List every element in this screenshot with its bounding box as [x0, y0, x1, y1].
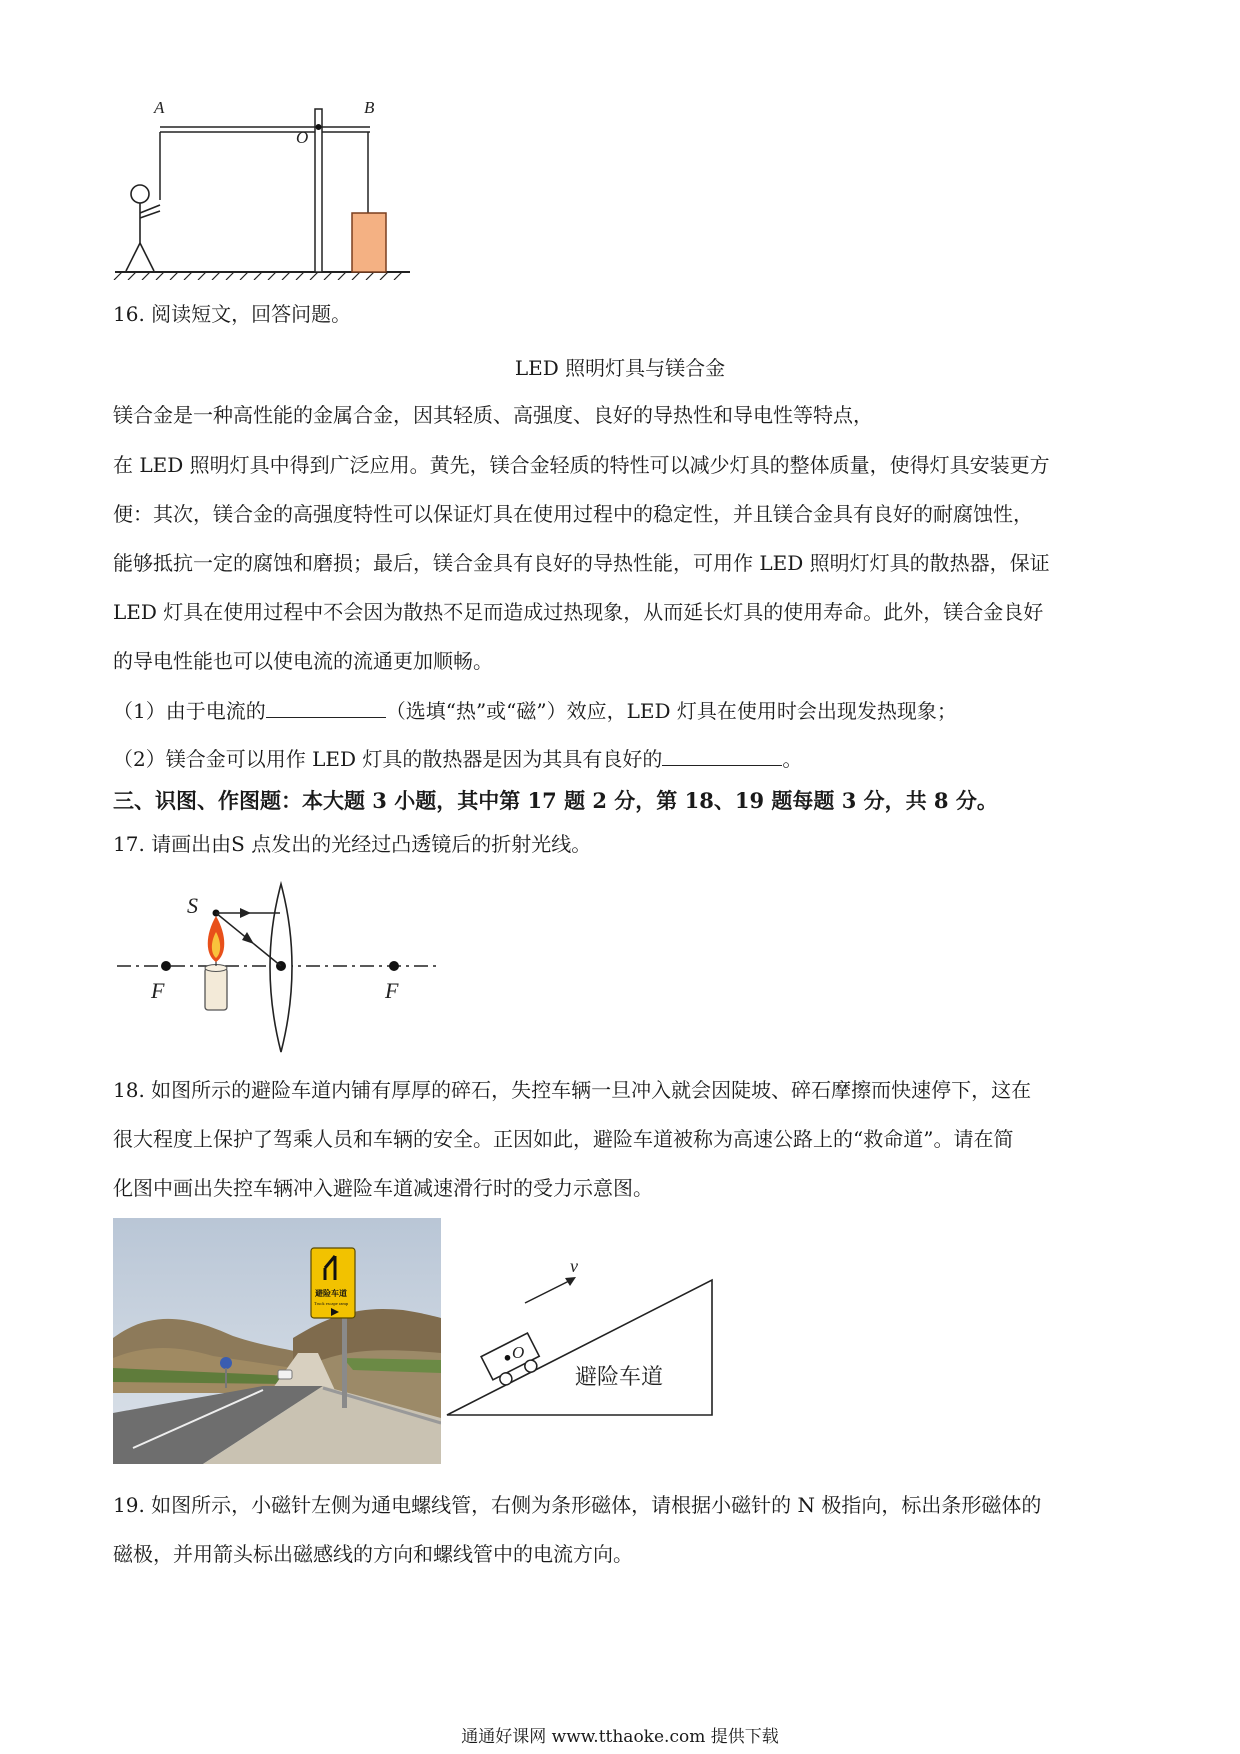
ramp-label: 避险车道: [575, 1365, 664, 1390]
q17-text: 17. 请画出由S 点发出的光经过凸透镜后的折射光线。: [113, 832, 592, 856]
q16-sub2-prefix: （2）镁合金可以用作 LED 灯具的散热器是因为其具有良好的: [113, 747, 663, 771]
q18-line-1: 18. 如图所示的避险车道内铺有厚厚的碎石，失控车辆一旦冲入就会因陡坡、碎石摩擦而快速停下，这在: [113, 1078, 1032, 1102]
escape-ramp-photo: [113, 1218, 441, 1464]
lens-figure: [113, 880, 443, 1060]
label-o: O: [296, 128, 309, 147]
q16-line-3: 便：其次，镁合金的高强度特性可以保证灯具在使用过程中的稳定性，并且镁合金具有良好的耐腐蚀性，: [113, 502, 1033, 526]
label-f-left: F: [151, 978, 165, 1003]
q16-line-5: LED 灯具在使用过程中不会因为散热不足而造成过热现象，从而延长灯具的使用寿命。此外，镁合金良好: [113, 600, 1044, 624]
q16-sub2-suffix: 。: [782, 747, 803, 771]
q18-line-2: 很大程度上保护了驾乘人员和车辆的安全。正因如此，避险车道被称为高速公路上的“救命道”。请在简: [113, 1127, 1014, 1151]
pivot-point: [316, 124, 322, 130]
sign-text: 避险车道: [315, 1289, 347, 1298]
label-o-cart: O: [512, 1343, 525, 1362]
label-a: A: [154, 98, 165, 117]
page-footer: 通通好课网 www.tthaoke.com 提供下载: [461, 1727, 779, 1747]
velocity-arrow: [525, 1279, 573, 1303]
lever-figure: [110, 95, 420, 280]
q19-line-1: 19. 如图所示，小磁针左侧为通电螺线管，右侧为条形磁体，请根据小磁针的 N 极指向，标出条形磁体的: [113, 1493, 1042, 1517]
label-s: S: [187, 893, 198, 918]
q16-heading: 16. 阅读短文，回答问题。: [113, 302, 352, 326]
focal-point-left: [161, 961, 171, 971]
escape-ramp-sign: [311, 1248, 355, 1318]
q19-line-2: 磁极，并用箭头标出磁感线的方向和螺线管中的电流方向。: [113, 1542, 633, 1566]
section-3-heading: 三、识图、作图题：本大题 3 小题，其中第 17 题 2 分，第 18、19 题每题 3 分，共 8 分。: [113, 788, 998, 813]
label-b: B: [364, 98, 375, 117]
q18-line-3: 化图中画出失控车辆冲入避险车道减速滑行时的受力示意图。: [113, 1176, 653, 1200]
sign-subtext: Truck escape ramp: [314, 1301, 349, 1306]
ramp-diagram: [440, 1255, 720, 1425]
q16-sub2: [113, 746, 1133, 772]
stick-person: [126, 185, 160, 271]
q16-sub1-suffix: （选填“热”或“磁”）效应，LED 灯具在使用时会出现发热现象；: [385, 699, 957, 723]
label-v: v: [570, 1256, 578, 1276]
q16-line-1: 镁合金是一种高性能的金属合金，因其轻质、高强度、良好的导热性和导电性等特点，: [113, 403, 873, 427]
pivot-post: [315, 109, 322, 272]
q16-line-4: 能够抵抗一定的腐蚀和磨损；最后，镁合金具有良好的导热性能，可用作 LED 照明灯灯具的散热器，保证: [113, 551, 1050, 575]
focal-point-right: [389, 961, 399, 971]
q16-line-6: 的导电性能也可以使电流的流通更加顺畅。: [113, 649, 493, 673]
q16-sub1: [113, 698, 1133, 724]
q16-sub1-prefix: （1）由于电流的: [113, 699, 266, 723]
incline: [447, 1280, 712, 1415]
label-f-right: F: [385, 978, 399, 1003]
q16-sub2-blank[interactable]: [662, 747, 782, 766]
q16-sub1-blank[interactable]: [266, 699, 386, 718]
candle: [205, 968, 227, 1010]
q16-line-2: 在 LED 照明灯具中得到广泛应用。黄先，镁合金轻质的特性可以减少灯具的整体质量，使得灯具安装更方: [113, 453, 1050, 477]
weight-box: [352, 213, 386, 272]
q16-article-title: LED 照明灯具与镁合金: [514, 356, 726, 380]
